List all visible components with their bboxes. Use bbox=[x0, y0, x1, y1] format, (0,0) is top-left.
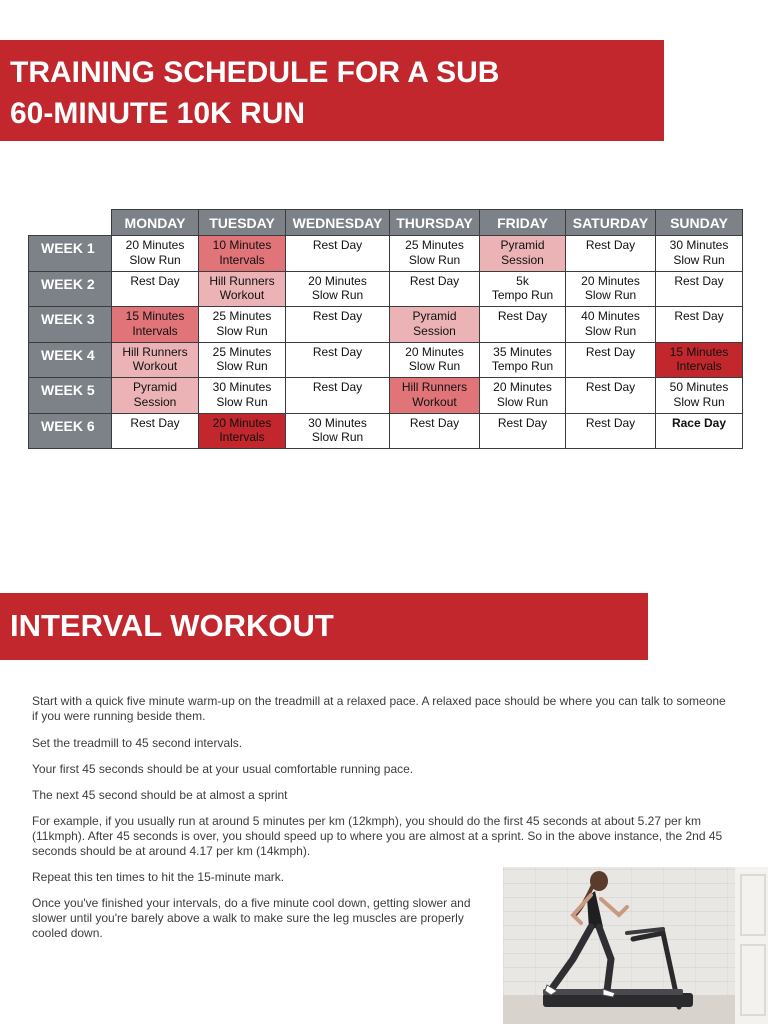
cell-line-2: Slow Run bbox=[311, 430, 364, 444]
schedule-cell bbox=[480, 271, 566, 307]
schedule-cell bbox=[390, 236, 480, 272]
cell-line-2: Session bbox=[133, 394, 177, 409]
cell-line-1: Rest Day bbox=[312, 309, 363, 323]
week-label: WEEK 1 bbox=[29, 236, 112, 272]
cell-line-1: Pyramid bbox=[500, 238, 545, 252]
schedule-cell bbox=[656, 378, 743, 414]
paragraph-warmup: Start with a quick five minute warm-up on the treadmill at a relaxed pace. A relaxed pace should be where you can talk to someone if you were running beside them. bbox=[32, 694, 726, 723]
cell-line-2: Slow Run bbox=[408, 252, 461, 267]
treadmill-runner-photo bbox=[503, 867, 768, 1024]
cell-line-2: Slow Run bbox=[496, 394, 549, 409]
header-corner bbox=[29, 210, 112, 236]
cell-line-2: Slow Run bbox=[584, 288, 637, 302]
cell-line-2: Slow Run bbox=[216, 394, 268, 409]
schedule-cell bbox=[199, 378, 286, 414]
cell-line-1: Rest Day bbox=[585, 238, 636, 252]
cell-line-2: Session bbox=[413, 323, 456, 338]
cell-line-2: Slow Run bbox=[673, 252, 725, 267]
cell-line-1: 30 Minutes bbox=[308, 415, 367, 430]
schedule-title-line-2: 60-MINUTE 10K RUN bbox=[10, 97, 306, 130]
cell-line-1: 20 Minutes bbox=[581, 273, 640, 288]
schedule-cell bbox=[566, 342, 656, 378]
schedule-cell bbox=[199, 307, 286, 343]
cell-line-1: Rest Day bbox=[130, 273, 180, 288]
cell-line-1: Hill Runners bbox=[122, 344, 188, 359]
schedule-cell bbox=[286, 236, 390, 272]
cell-line-2: Workout bbox=[219, 288, 265, 302]
schedule-cell bbox=[112, 236, 199, 272]
schedule-title-line-1: TRAINING SCHEDULE FOR A SUB bbox=[10, 56, 500, 89]
cell-line-1: Hill Runners bbox=[401, 380, 468, 394]
cell-line-1: Rest Day bbox=[312, 380, 363, 394]
week-label: WEEK 4 bbox=[29, 342, 112, 378]
paragraph-example: For example, if you usually run at around 5 minutes per km (12kmph), you should do the first 45 seconds at about 5.27 per km (11kmph). After 45 seconds is over, you should speed up to where you are almost at a sprint. So in the above instance, the 2nd 45 seconds should be at around 4.17 per km (14kmph). bbox=[32, 814, 723, 858]
week-label: WEEK 3 bbox=[29, 307, 112, 343]
interval-workout-title: INTERVAL WORKOUT bbox=[10, 608, 334, 643]
cell-line-1: 40 Minutes bbox=[581, 309, 640, 323]
schedule-cell bbox=[112, 307, 199, 343]
table-row bbox=[29, 236, 743, 272]
interval-workout-banner bbox=[0, 593, 648, 660]
cell-line-1: 10 Minutes bbox=[212, 238, 272, 252]
cell-line-2: Slow Run bbox=[584, 323, 637, 338]
cell-line-1: 20 Minutes bbox=[125, 238, 185, 252]
cell-line-1: Hill Runners bbox=[209, 273, 275, 288]
cell-line-1: Pyramid bbox=[132, 380, 177, 394]
schedule-cell bbox=[390, 342, 480, 378]
cell-line-1: Rest Day bbox=[130, 415, 180, 430]
paragraph-next-45: The next 45 second should be at almost a sprint bbox=[32, 788, 288, 802]
table-header-row bbox=[29, 210, 743, 236]
schedule-cell bbox=[480, 342, 566, 378]
cell-line-1: Rest Day bbox=[674, 309, 724, 323]
cell-line-1: 20 Minutes bbox=[308, 273, 367, 288]
cell-line-1: Rest Day bbox=[585, 344, 636, 359]
cell-line-2: Tempo Run bbox=[491, 359, 554, 373]
schedule-cell bbox=[656, 271, 743, 307]
cell-line-1: 35 Minutes bbox=[493, 344, 552, 359]
cell-line-2: Slow Run bbox=[311, 288, 364, 302]
schedule-cell bbox=[286, 413, 390, 449]
cell-line-1: Rest Day bbox=[585, 380, 636, 394]
day-header: THURSDAY bbox=[390, 210, 480, 236]
cell-line-1: Rest Day bbox=[409, 415, 460, 430]
cell-line-1: 25 Minutes bbox=[212, 344, 272, 359]
cell-line-2: Slow Run bbox=[408, 359, 461, 373]
cell-line-1: Rest Day bbox=[585, 415, 636, 430]
training-schedule-table bbox=[28, 209, 743, 449]
schedule-body bbox=[29, 236, 743, 449]
cell-line-1: 20 Minutes bbox=[405, 344, 464, 359]
paragraph-cool-down: Once you've finished your intervals, do a five minute cool down, getting slower and slower until you're barely above a walk to make sure the leg muscles are properly cooled down. bbox=[32, 896, 471, 940]
schedule-title-banner bbox=[0, 40, 664, 141]
cell-line-1: Pyramid bbox=[412, 309, 457, 323]
cell-line-1: Rest Day bbox=[497, 415, 548, 430]
day-header: SUNDAY bbox=[656, 210, 743, 236]
schedule-cell bbox=[199, 342, 286, 378]
cell-line-2: Workout bbox=[132, 359, 178, 373]
table-row bbox=[29, 342, 743, 378]
week-label: WEEK 2 bbox=[29, 271, 112, 307]
cell-line-1: Rest Day bbox=[312, 344, 363, 359]
cell-line-1: Rest Day bbox=[674, 273, 724, 288]
schedule-cell bbox=[566, 307, 656, 343]
schedule-cell bbox=[286, 378, 390, 414]
cell-line-2: Workout bbox=[412, 394, 457, 409]
schedule-cell bbox=[566, 236, 656, 272]
cell-line-1: Rest Day bbox=[497, 309, 548, 323]
schedule-cell bbox=[199, 236, 286, 272]
schedule-cell bbox=[112, 378, 199, 414]
schedule-cell bbox=[566, 413, 656, 449]
schedule-cell bbox=[480, 236, 566, 272]
cell-line-2: Intervals bbox=[219, 430, 265, 444]
schedule-cell bbox=[112, 342, 199, 378]
schedule-cell bbox=[656, 413, 743, 449]
schedule-cell bbox=[480, 378, 566, 414]
schedule-cell bbox=[199, 271, 286, 307]
day-header: FRIDAY bbox=[480, 210, 566, 236]
cell-line-2: Slow Run bbox=[216, 359, 268, 373]
schedule-cell bbox=[286, 307, 390, 343]
paragraph-repeat: Repeat this ten times to hit the 15-minute mark. bbox=[32, 870, 285, 884]
treadmill-runner-illustration bbox=[503, 867, 768, 1024]
cell-line-1: 20 Minutes bbox=[212, 415, 272, 430]
table-row bbox=[29, 378, 743, 414]
cell-line-1: Rest Day bbox=[409, 273, 460, 288]
schedule-cell bbox=[199, 413, 286, 449]
schedule-cell bbox=[656, 342, 743, 378]
cell-line-1: 50 Minutes bbox=[669, 380, 729, 394]
schedule-cell bbox=[480, 413, 566, 449]
cell-line-1: 30 Minutes bbox=[212, 380, 272, 394]
paragraph-first-45: Your first 45 seconds should be at your usual comfortable running pace. bbox=[32, 762, 414, 776]
week-label: WEEK 5 bbox=[29, 378, 112, 414]
table-row bbox=[29, 413, 743, 449]
schedule-cell bbox=[390, 271, 480, 307]
paragraph-set-intervals: Set the treadmill to 45 second intervals. bbox=[32, 736, 243, 750]
cell-line-2: Slow Run bbox=[216, 323, 268, 338]
cell-line-1: Race Day bbox=[671, 415, 727, 430]
cell-line-1: 5k bbox=[516, 273, 529, 288]
schedule-cell bbox=[390, 413, 480, 449]
day-header: SATURDAY bbox=[566, 210, 656, 236]
cell-line-2: Intervals bbox=[132, 323, 178, 338]
schedule-cell bbox=[112, 413, 199, 449]
cell-line-2: Intervals bbox=[676, 359, 722, 373]
week-label: WEEK 6 bbox=[29, 413, 112, 449]
cell-line-2: Slow Run bbox=[673, 394, 725, 409]
schedule-cell bbox=[656, 236, 743, 272]
cell-line-1: 30 Minutes bbox=[669, 238, 729, 252]
day-header: MONDAY bbox=[112, 210, 199, 236]
schedule-cell bbox=[390, 307, 480, 343]
cell-line-2: Intervals bbox=[219, 252, 265, 267]
cell-line-1: 15 Minutes bbox=[125, 309, 185, 323]
schedule-cell bbox=[390, 378, 480, 414]
cell-line-1: 15 Minutes bbox=[669, 344, 729, 359]
schedule-cell bbox=[286, 342, 390, 378]
cell-line-1: 20 Minutes bbox=[493, 380, 552, 394]
table-row bbox=[29, 307, 743, 343]
schedule-cell bbox=[112, 271, 199, 307]
cell-line-1: 25 Minutes bbox=[405, 238, 464, 252]
schedule-cell bbox=[286, 271, 390, 307]
cell-line-2: Session bbox=[501, 252, 544, 267]
schedule-cell bbox=[480, 307, 566, 343]
cell-line-1: Rest Day bbox=[312, 238, 363, 252]
cell-line-1: 25 Minutes bbox=[212, 309, 272, 323]
day-header: TUESDAY bbox=[199, 210, 286, 236]
cell-line-2: Slow Run bbox=[129, 252, 181, 267]
day-header: WEDNESDAY bbox=[286, 210, 390, 236]
schedule-cell bbox=[566, 271, 656, 307]
table-row bbox=[29, 271, 743, 307]
schedule-cell bbox=[566, 378, 656, 414]
cell-line-2: Tempo Run bbox=[491, 288, 554, 302]
schedule-cell bbox=[656, 307, 743, 343]
